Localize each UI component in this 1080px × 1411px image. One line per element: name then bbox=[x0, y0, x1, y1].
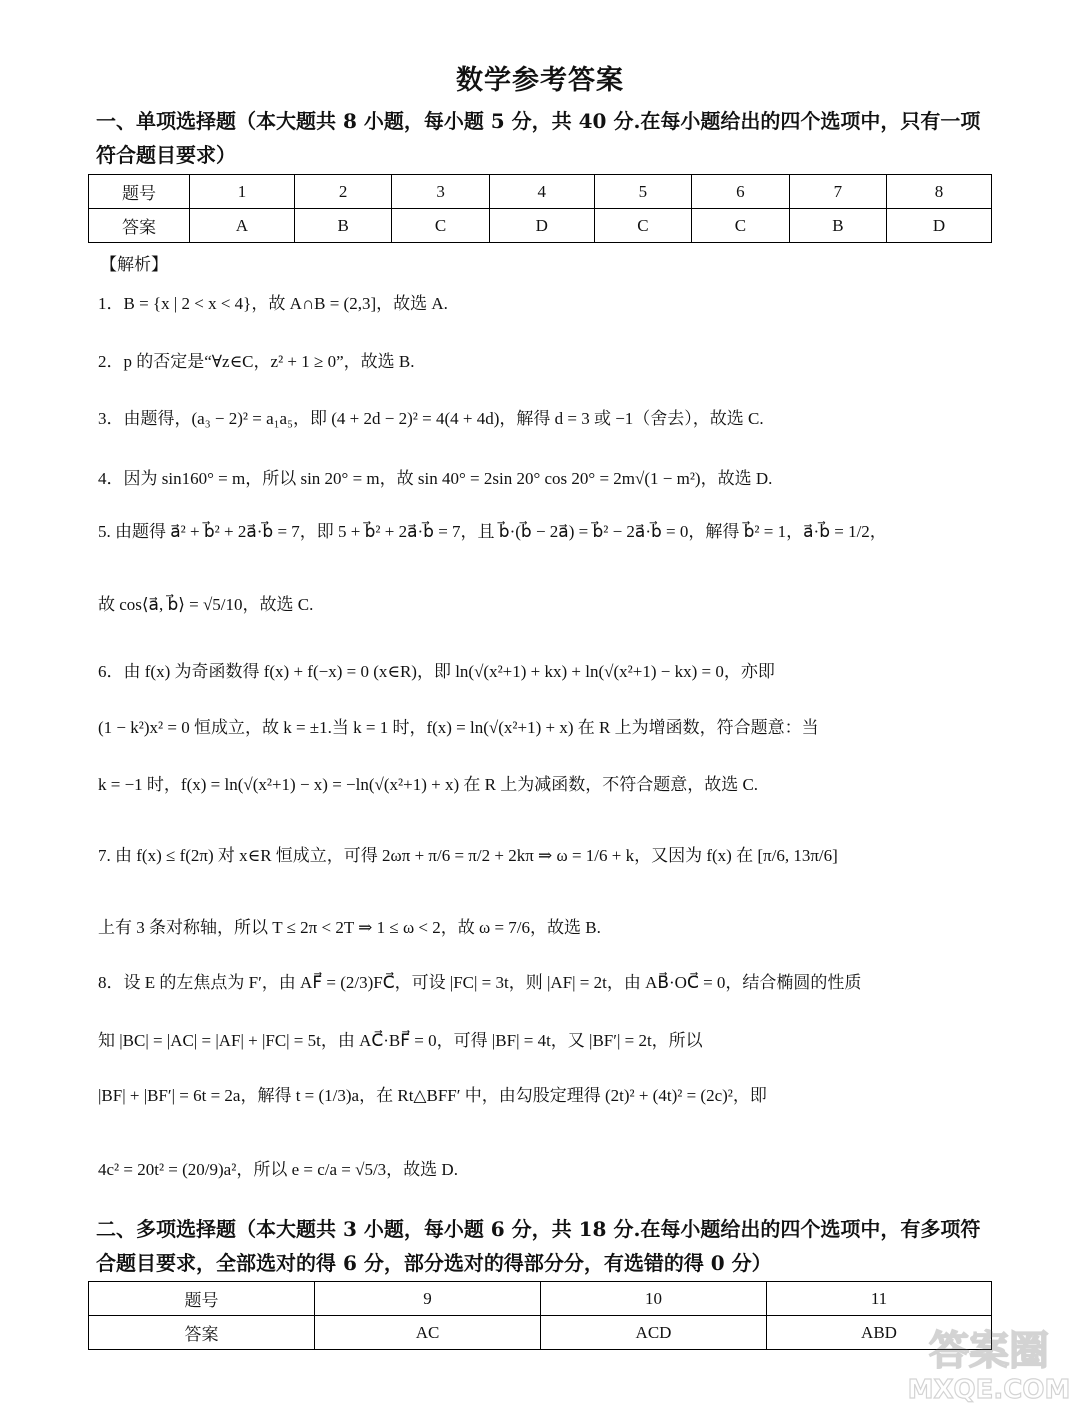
table-cell: 6 bbox=[692, 175, 789, 209]
table-cell: AC bbox=[315, 1316, 541, 1350]
solution-8-line2: 知 |BC| = |AC| = |AF| + |FC| = 5t，由 AC⃗·BF⃗ = 0，可得 |BF| = 4t，又 |BF′| = 2t，所以 bbox=[98, 1031, 703, 1050]
table-cell: ABD bbox=[767, 1316, 992, 1350]
table-cell: C bbox=[392, 209, 489, 243]
table-cell: A bbox=[190, 209, 295, 243]
row-label: 题号 bbox=[89, 1282, 315, 1316]
table-cell: B bbox=[294, 209, 391, 243]
table-cell: 9 bbox=[315, 1282, 541, 1316]
solution-8-line3: |BF| + |BF′| = 6t = 2a，解得 t = (1/3)a，在 Rt△BFF′ 中，由勾股定理得 (2t)² + (4t)² = (2c)²，即 bbox=[98, 1086, 767, 1105]
watermark-text: 答案圈 bbox=[929, 1328, 1049, 1374]
table-row-answers bbox=[89, 1316, 992, 1350]
table-cell: ACD bbox=[541, 1316, 767, 1350]
watermark-logo bbox=[904, 1318, 1074, 1406]
page-title: 数学参考答案 bbox=[456, 65, 624, 96]
watermark-url: MXQE.COM bbox=[907, 1375, 1071, 1405]
analysis-label: 【解析】 bbox=[100, 255, 168, 275]
solution-8-line1: 8．设 E 的左焦点为 F′，由 AF⃗ = (2/3)FC⃗，可设 |FC| = 3t，则 |AF| = 2t，由 AB⃗·OC⃗ = 0，结合椭圆的性质 bbox=[98, 973, 862, 992]
solution-6-line2: (1 − k²)x² = 0 恒成立，故 k = ±1.当 k = 1 时，f(x) = ln(√(x²+1) + x) 在 R 上为增函数，符合题意：当 bbox=[98, 718, 819, 737]
section2-heading: 二、多项选择题（本大题共 3 小题，每小题 6 分，共 18 分.在每小题给出的四个选项中，有多项符合题目要求，全部选对的得 6 分，部分选对的得部分分，有选错的得 0 分） bbox=[96, 1217, 981, 1275]
solution-8-line4: 4c² = 20t² = (20/9)a²，所以 e = c/a = √5/3，故选 D. bbox=[98, 1160, 458, 1179]
table-cell: C bbox=[692, 209, 789, 243]
row-label: 题号 bbox=[89, 175, 190, 209]
solution-7-line2: 上有 3 条对称轴，所以 T ≤ 2π < 2T ⇒ 1 ≤ ω < 2，故 ω = 7/6，故选 B. bbox=[98, 918, 601, 937]
solution-5-line1: 5. 由题得 a⃗² + b⃗² + 2a⃗·b⃗ = 7，即 5 + b⃗² + 2a⃗·b⃗ = 7，且 b⃗·(b⃗ − 2a⃗) = b⃗² − 2a⃗·b⃗ = 0，解得 b⃗² = 1，a⃗·b⃗ = 1/2， bbox=[98, 522, 887, 541]
solution-5-line2: 故 cos⟨a⃗, b⃗⟩ = √5/10，故选 C. bbox=[98, 595, 314, 614]
table-cell: 4 bbox=[489, 175, 594, 209]
table-row-answers bbox=[89, 209, 992, 243]
table-cell: 1 bbox=[190, 175, 295, 209]
solution-6-line3: k = −1 时，f(x) = ln(√(x²+1) − x) = −ln(√(x²+1) + x) 在 R 上为减函数，不符合题意，故选 C. bbox=[98, 775, 759, 794]
section1-answer-table bbox=[88, 174, 992, 243]
solution-4: 4．因为 sin160° = m，所以 sin 20° = m，故 sin 40° = 2sin 20° cos 20° = 2m√(1 − m²)，故选 D. bbox=[98, 469, 773, 488]
table-row-questions bbox=[89, 1282, 992, 1316]
solution-1: 1．B = {x | 2 < x < 4}，故 A∩B = (2,3]，故选 A. bbox=[98, 294, 448, 313]
table-cell: 5 bbox=[594, 175, 691, 209]
table-cell: D bbox=[489, 209, 594, 243]
table-cell: B bbox=[789, 209, 886, 243]
solution-3: 3．由题得，(a₃ − 2)² = a₁a₅，即 (4 + 2d − 2)² = 4(4 + 4d)，解得 d = 3 或 −1（舍去），故选 C. bbox=[98, 409, 764, 428]
row-label: 答案 bbox=[89, 1316, 315, 1350]
table-cell: 8 bbox=[887, 175, 992, 209]
solution-6-line1: 6．由 f(x) 为奇函数得 f(x) + f(−x) = 0 (x∈R)，即 ln(√(x²+1) + kx) + ln(√(x²+1) − kx) = 0，亦即 bbox=[98, 662, 775, 681]
table-cell: 3 bbox=[392, 175, 489, 209]
solution-2: 2．p 的否定是“∀z∈C，z² + 1 ≥ 0”，故选 B. bbox=[98, 352, 415, 371]
section1-heading: 一、单项选择题（本大题共 8 小题，每小题 5 分，共 40 分.在每小题给出的四个选项中，只有一项符合题目要求） bbox=[96, 109, 981, 167]
solution-7-line1: 7. 由 f(x) ≤ f(2π) 对 x∈R 恒成立，可得 2ωπ + π/6 = π/2 + 2kπ ⇒ ω = 1/6 + k，又因为 f(x) 在 [π/6, 13π/6] bbox=[98, 846, 838, 865]
section2-answer-table bbox=[88, 1281, 992, 1350]
table-cell: 2 bbox=[294, 175, 391, 209]
table-cell: D bbox=[887, 209, 992, 243]
table-cell: 10 bbox=[541, 1282, 767, 1316]
table-cell: C bbox=[594, 209, 691, 243]
table-cell: 7 bbox=[789, 175, 886, 209]
table-cell: 11 bbox=[767, 1282, 992, 1316]
row-label: 答案 bbox=[89, 209, 190, 243]
table-row-questions bbox=[89, 175, 992, 209]
